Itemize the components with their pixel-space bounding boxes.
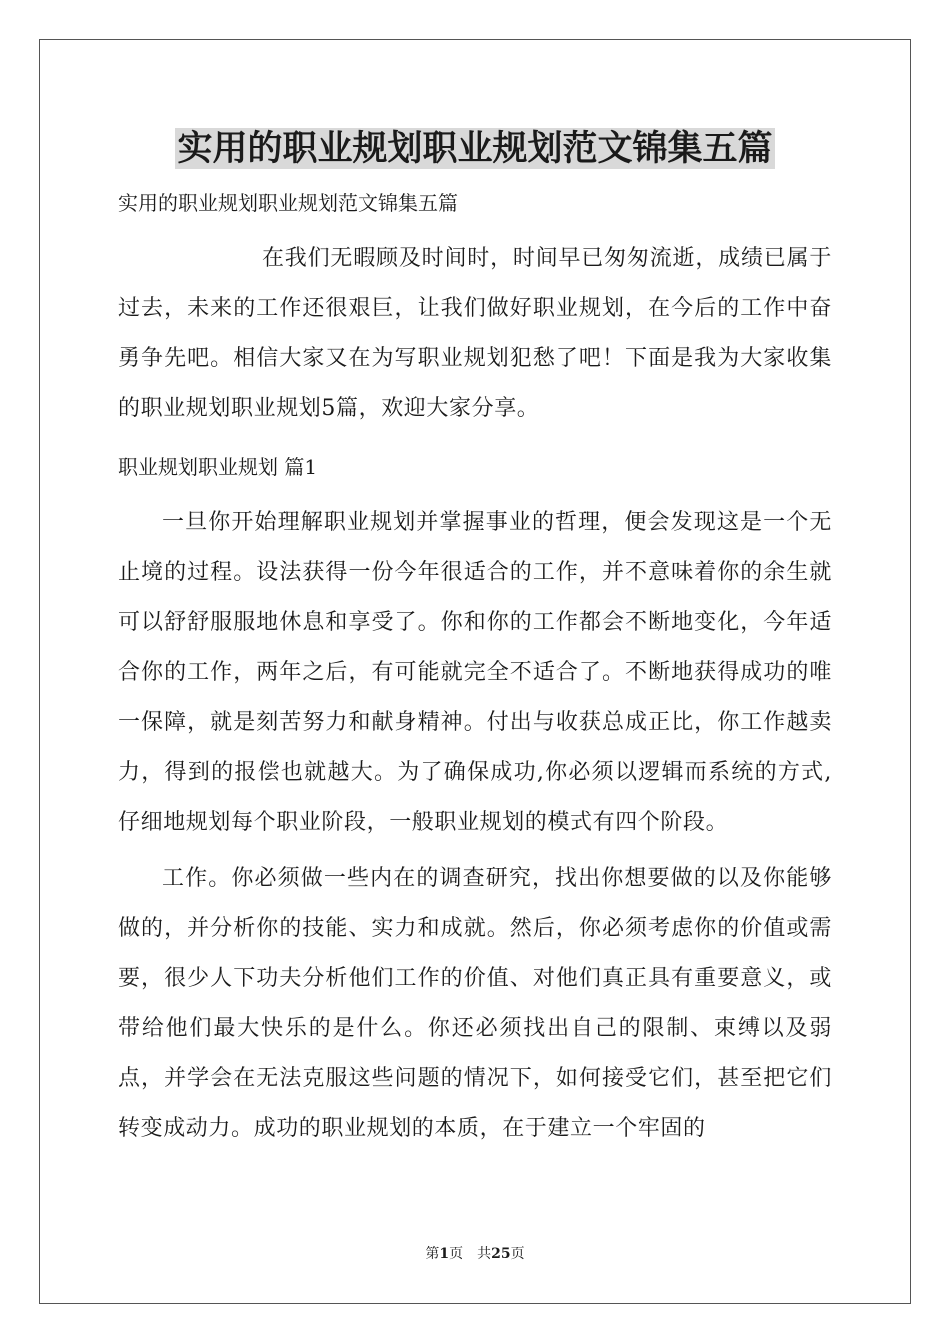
intro-paragraph: 在我们无暇顾及时间时，时间早已匆匆流逝，成绩已属于过去，未来的工作还很艰巨，让我们做好职业规划，在今后的工作中奋勇争先吧。相信大家又在为写职业规划犯愁了吧！下面是我为大家收集的职业规划职业规划5篇，欢迎大家分享。	[118, 246, 832, 421]
document-title	[0, 124, 950, 174]
page-prefix: 第	[425, 1246, 440, 1262]
total-prefix: 共	[477, 1246, 492, 1262]
page-suffix: 页	[449, 1246, 464, 1262]
total-suffix: 页	[510, 1246, 525, 1262]
body-paragraph-2: 工作。你必须做一些内在的调查研究，找出你想要做的以及你能够做的，并分析你的技能、实力和成就。然后，你必须考虑你的价值或需要，很少人下功夫分析他们工作的价值、对他们真正具有重要意义，或带给他们最大快乐的是什么。你还必须找出自己的限制、束缚以及弱点，并学会在无法克服这些问题的情况下，如何接受它们，甚至把它们转变成动力。成功的职业规划的本质，在于建立一个牢固的	[118, 866, 832, 1141]
page-footer	[0, 1244, 950, 1264]
body-paragraph-1: 一旦你开始理解职业规划并掌握事业的哲理，便会发现这是一个无止境的过程。设法获得一份今年很适合的工作，并不意味着你的余生就可以舒舒服服地休息和享受了。你和你的工作都会不断地变化，今年适合你的工作，两年之后，有可能就完全不适合了。不断地获得成功的唯一保障，就是刻苦努力和献身精神。付出与收获总成正比，你工作越卖力，得到的报偿也就越大。为了确保成功,你必须以逻辑而系统的方式,仔细地规划每个职业阶段，一般职业规划的模式有四个阶段。	[118, 510, 832, 835]
section-heading: 职业规划职业规划 篇1	[118, 455, 318, 479]
current-page-number: 1	[439, 1246, 450, 1262]
document-subtitle: 实用的职业规划职业规划范文锦集五篇	[118, 191, 458, 215]
document-title-text: 实用的职业规划职业规划范文锦集五篇	[177, 128, 773, 169]
document-body	[118, 178, 832, 1154]
total-pages-number: 25	[491, 1246, 511, 1262]
